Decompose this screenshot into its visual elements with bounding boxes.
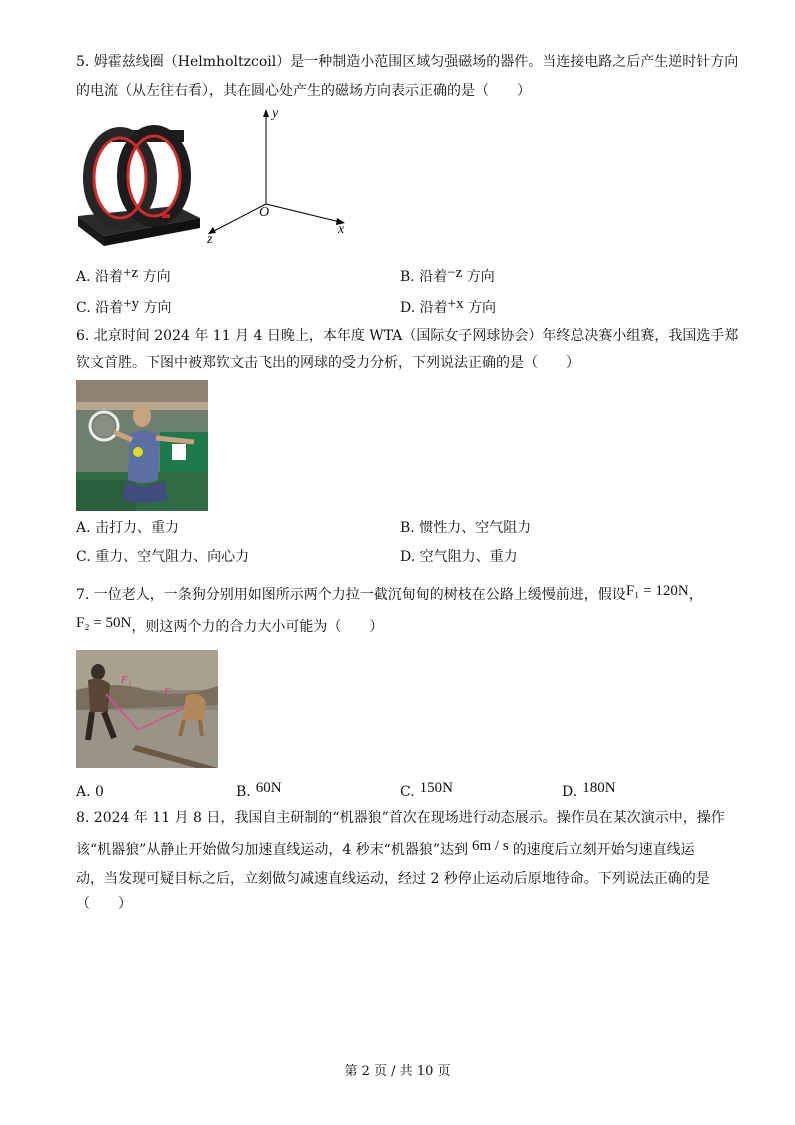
old-man-dog-photo	[76, 650, 218, 768]
coordinate-axes-diagram	[200, 106, 360, 250]
q6-stem-line2: 钦文首胜。下图中被郑钦文击飞出的网球的受力分析，下列说法正确的是（ ）	[76, 355, 580, 371]
q8-stem-line1: 8. 2024 年 11 月 8 日，我国自主研制的“机器狼”首次在现场进行动态展示。操作员在某次演示中，操作	[76, 810, 725, 826]
q8-stem-line4: （ ）	[76, 896, 132, 912]
q6-option-c: C. 重力、空气阻力、向心力	[76, 549, 250, 565]
q5-stem-line2: 的电流（从左往右看），其在圆心处产生的磁场方向表示正确的是（ ）	[76, 83, 531, 99]
q7-option-d: D. 180N	[562, 780, 616, 800]
helmholtz-coil-image	[76, 120, 204, 250]
q6-stem-line1: 6. 北京时间 2024 年 11 月 4 日晚上，本年度 WTA（国际女子网球协会）年终总决赛小组赛，我国选手郑	[76, 328, 739, 344]
q8-speed-value: 6m / s	[472, 838, 509, 854]
photo-f2-label: F₂	[164, 686, 175, 698]
q6-option-d: D. 空气阻力、重力	[400, 549, 518, 565]
q7-f2-value: F₂ = 50N	[76, 615, 132, 631]
q7-option-c: C. 150N	[400, 780, 454, 800]
q5-stem-line1: 5. 姆霍兹线圈（Helmholtzcoil）是一种制造小范围区域匀强磁场的器件。当连接电路之后产生逆时针方向	[76, 54, 739, 70]
q7-option-b: B. 60N	[236, 780, 282, 800]
q5-option-a: A. 沿着+z 方向	[76, 265, 171, 285]
x-axis-label: x	[338, 222, 345, 237]
q5-option-c: C. 沿着+y 方向	[76, 296, 172, 316]
q6-option-b: B. 惯性力、空气阻力	[400, 520, 532, 536]
q7-stem-line2: F₂ = 50N，则这两个力的合力大小可能为（ ）	[76, 615, 384, 635]
q8-stem-line3: 动，当发现可疑目标之后，立刻做匀减速直线运动，经过 2 秒停止运动后原地待命。下列说法正确的是	[76, 871, 710, 887]
z-axis-label: z	[207, 232, 213, 247]
page-footer: 第 2 页 / 共 10 页	[344, 1064, 451, 1079]
tennis-player-photo	[76, 380, 208, 511]
photo-f1-label: F₁	[121, 674, 132, 686]
q6-option-a: A. 击打力、重力	[76, 520, 180, 536]
q5-option-d: D. 沿着+x 方向	[400, 296, 497, 316]
q7-f1-value: F₁ = 120N	[625, 583, 689, 599]
y-axis-label: y	[272, 106, 279, 121]
q5-option-b: B. 沿着−z 方向	[400, 265, 495, 285]
q7-option-a: A. 0	[76, 784, 104, 800]
q8-stem-line2: 该“机器狼”从静止开始做匀加速直线运动，4 秒末“机器狼”达到 6m / s 的速度后立刻开始匀速直线运	[76, 838, 695, 858]
origin-label: O	[259, 205, 270, 220]
q7-stem-line1: 7. 一位老人，一条狗分别用如图所示两个力拉一截沉甸甸的树枝在公路上缓慢前进，假设F₁ = 120N，	[76, 583, 703, 603]
